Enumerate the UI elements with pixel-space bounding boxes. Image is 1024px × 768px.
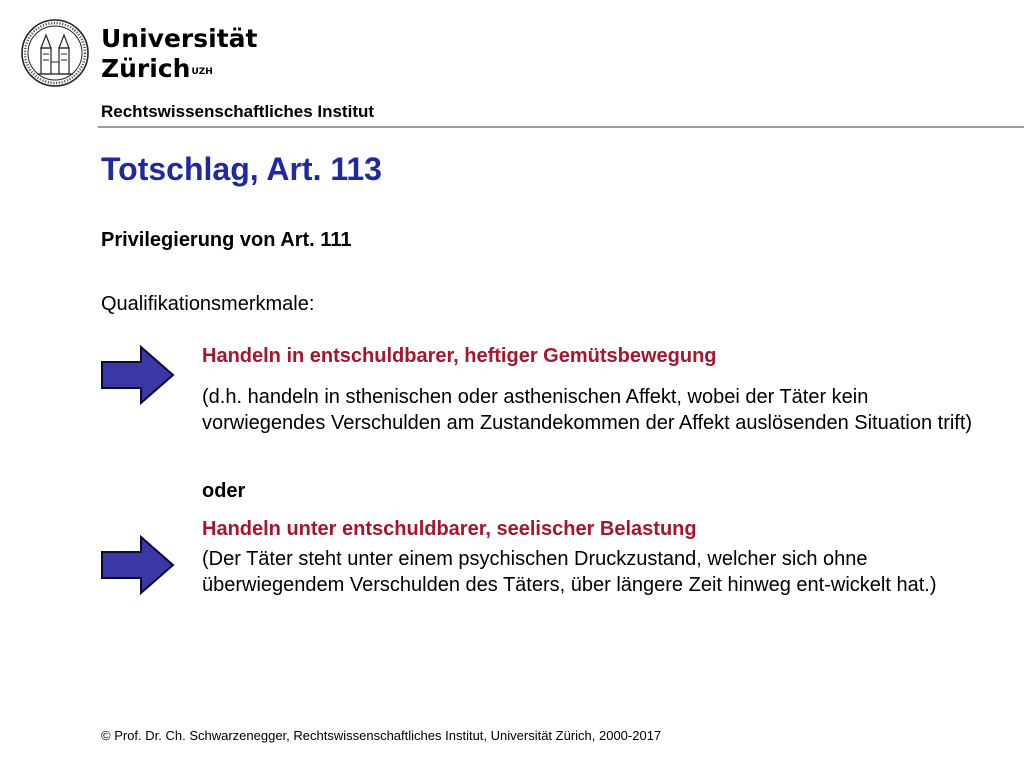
right-arrow-icon — [99, 535, 177, 595]
right-arrow-icon — [99, 345, 177, 405]
item2-heading: Handeln unter entschuldbarer, seelischer Belastung — [202, 518, 697, 540]
university-name-line2: Zürich — [101, 54, 191, 83]
item1-text: (d.h. handeln in sthenischen oder asthenischen Affekt, wobei der Täter kein vorwiegendes Verschulden am Zustandekommen der Affekt auslösenden Situation trift) — [202, 386, 973, 434]
header-divider — [98, 126, 1024, 128]
item2-text: (Der Täter steht unter einem psychischen Druckzustand, welcher sich ohne überwiegendem Verschulden des Täters, über längere Zeit hinweg ent-wickelt hat.) — [202, 548, 937, 596]
connector-oder: oder — [202, 480, 246, 502]
footer-copyright: © Prof. Dr. Ch. Schwarzenegger, Rechtswissenschaftliches Institut, Universität Zürich, 2000-2017 — [101, 728, 662, 743]
slide-subtitle: Privilegierung von Art. 111 — [101, 229, 352, 251]
institute-name: Rechtswissenschaftliches Institut — [101, 102, 375, 121]
qualification-label: Qualifikationsmerkmale: — [101, 293, 315, 315]
university-abbreviation: UZH — [191, 67, 213, 77]
university-wordmark — [101, 24, 257, 84]
slide-title: Totschlag, Art. 113 — [101, 151, 382, 187]
item1-heading: Handeln in entschuldbarer, heftiger Gemütsbewegung — [202, 345, 717, 367]
university-seal-icon — [20, 18, 90, 88]
university-name-line1: Universität — [101, 24, 258, 53]
